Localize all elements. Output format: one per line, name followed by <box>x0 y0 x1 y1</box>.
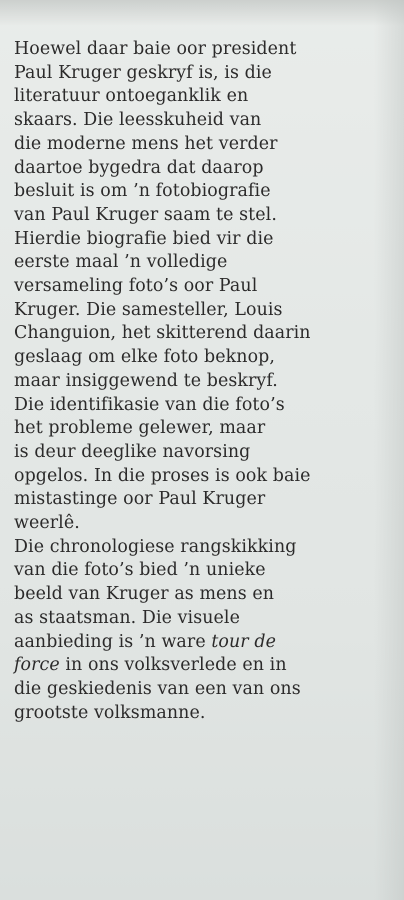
text-line: Changuion, het skitterend daarin <box>14 323 311 344</box>
text-line-with-italic <box>14 654 388 678</box>
text-line: Paul Kruger geskryf is, is die <box>14 62 272 83</box>
text-line: is deur deeglike navorsing <box>14 441 251 462</box>
text-line: opgelos. In die proses is ook baie <box>14 465 311 486</box>
italic-phrase: force <box>14 655 60 676</box>
text-line: van die foto’s bied ’n unieke <box>14 560 266 581</box>
italic-phrase: tour de <box>211 631 276 652</box>
paragraph-1 <box>14 38 388 536</box>
text-line: versameling foto’s oor Paul <box>14 276 258 297</box>
page-shadow-top <box>0 0 404 26</box>
body-text <box>14 38 388 725</box>
text-line: as staatsman. Die visuele <box>14 607 240 628</box>
text-line: besluit is om ’n fotobiografie <box>14 181 271 202</box>
text-line: het probleme gelewer, maar <box>14 418 266 439</box>
text-line: Die chronologiese rangskikking <box>14 536 297 557</box>
text-line: geslaag om elke foto beknop, <box>14 347 275 368</box>
text-line: Hoewel daar baie oor president <box>14 39 297 59</box>
text-line: Die identifikasie van die foto’s <box>14 394 285 415</box>
text-line: die geskiedenis van een van ons <box>14 678 301 699</box>
text-line: die moderne mens het verder <box>14 133 278 154</box>
text-line: weerlê. <box>14 513 80 534</box>
paragraph-2 <box>14 536 388 726</box>
text-line: Kruger. Die samesteller, Louis <box>14 299 283 320</box>
text-line: eerste maal ’n volledige <box>14 252 228 273</box>
text-fragment: in ons volksverlede en in <box>59 655 287 676</box>
text-line: Hierdie biografie bied vir die <box>14 228 274 249</box>
text-line: mistastinge oor Paul Kruger <box>14 489 266 510</box>
text-line: skaars. Die leesskuheid van <box>14 110 262 131</box>
text-line: maar insiggewend te beskryf. <box>14 370 278 391</box>
text-line: grootste volksmanne. <box>14 702 206 723</box>
text-line: literatuur ontoeganklik en <box>14 86 249 107</box>
text-line: beeld van Kruger as mens en <box>14 584 275 605</box>
text-line: daartoe bygedra dat daarop <box>14 157 264 178</box>
text-line: van Paul Kruger saam te stel. <box>14 204 277 225</box>
text-fragment: aanbieding is ’n ware <box>14 631 212 652</box>
text-line-with-italic <box>14 631 388 655</box>
